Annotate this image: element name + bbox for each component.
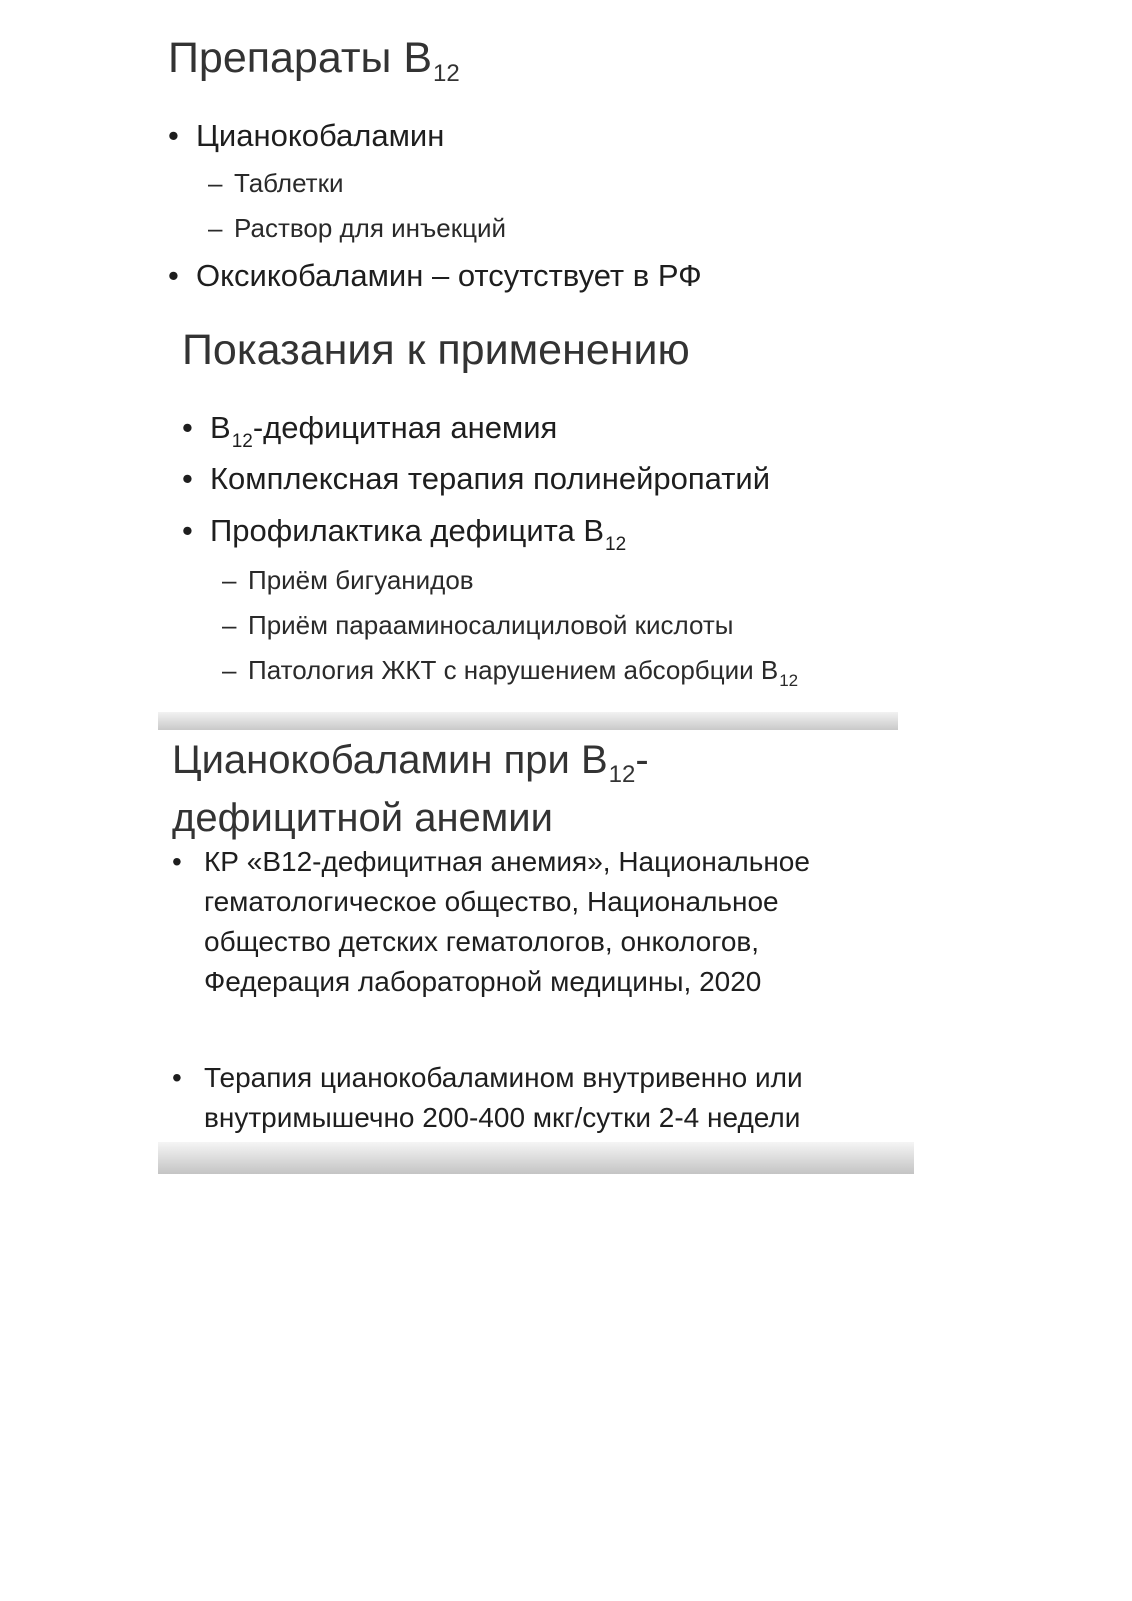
subitem-text: Приём парааминосалициловой кислоты bbox=[248, 610, 734, 640]
slide2-bullet-polyneuropathy bbox=[182, 461, 770, 497]
slide3-bullet-guidelines bbox=[172, 842, 892, 1002]
dash-marker: – bbox=[208, 168, 223, 198]
dash-marker: – bbox=[222, 655, 237, 685]
slide1-bullet-oxycobalamin bbox=[168, 258, 702, 294]
bullet-text: Цианокобаламин bbox=[196, 118, 445, 153]
slide1-title bbox=[168, 34, 460, 87]
bullet-marker: • bbox=[182, 461, 193, 496]
slide2-subitem-biguanides bbox=[222, 565, 474, 596]
bullet-text: Терапия цианокобаламином внутривенно или внутримышечно 200-400 мкг/сутки 2-4 недели bbox=[204, 1062, 803, 1133]
bullet-text: Комплексная терапия полинейропатий bbox=[210, 461, 771, 496]
bullet-marker: • bbox=[172, 1062, 182, 1093]
bullet-marker: • bbox=[182, 410, 193, 445]
subscript: 12 bbox=[779, 671, 799, 690]
bullet-text-post: -дефицитная анемия bbox=[252, 410, 558, 445]
slide3-title-pre: Цианокобаламин при B bbox=[172, 738, 608, 782]
subitem-text: Патология ЖКТ с нарушением абсорбции B bbox=[248, 655, 779, 685]
slide-separator bbox=[158, 712, 898, 730]
bullet-marker: • bbox=[172, 846, 182, 877]
slide1-subitem-tablets bbox=[208, 168, 343, 199]
slide2-subitem-gi-pathology bbox=[222, 655, 799, 690]
slide2-title: Показания к применению bbox=[182, 326, 690, 374]
bullet-text-pre: B bbox=[210, 410, 231, 445]
dash-marker: – bbox=[222, 610, 237, 640]
slide1-subitem-injection bbox=[208, 213, 506, 244]
slide3-title-line2: дефицитной анемии bbox=[172, 796, 553, 840]
subscript: 12 bbox=[605, 534, 627, 555]
bullet-text: Оксикобаламин – отсутствует в РФ bbox=[196, 258, 702, 293]
subitem-text: Раствор для инъекций bbox=[234, 213, 507, 243]
slide3-title-subscript: 12 bbox=[608, 761, 636, 788]
slide2-bullet-prophylaxis bbox=[182, 513, 627, 555]
slide3-bullet-therapy bbox=[172, 1058, 892, 1138]
slide-bottom-band bbox=[158, 1142, 914, 1174]
bullet-text: Профилактика дефицита B bbox=[210, 513, 605, 548]
subitem-text: Приём бигуанидов bbox=[248, 565, 474, 595]
bullet-marker: • bbox=[168, 118, 179, 153]
slide2-bullet-b12-anemia bbox=[182, 410, 558, 452]
bullet-marker: • bbox=[168, 258, 179, 293]
slide3-title bbox=[172, 734, 872, 844]
dash-marker: – bbox=[222, 565, 237, 595]
bullet-text: КР «B12-дефицитная анемия», Национальное гематологическое общество, Национальное общество детских гематологов, онкологов, Федерация лабораторной медицины, 2020 bbox=[204, 846, 810, 997]
slide1-title-subscript: 12 bbox=[433, 60, 460, 87]
dash-marker: – bbox=[208, 213, 223, 243]
slide3-title-post: - bbox=[635, 738, 649, 782]
slide1-bullet-cyanocobalamin bbox=[168, 118, 444, 154]
slide1-title-text: Препараты B bbox=[168, 34, 433, 82]
slide2-subitem-pas bbox=[222, 610, 733, 641]
bullet-marker: • bbox=[182, 513, 193, 548]
subscript: 12 bbox=[231, 431, 253, 452]
subitem-text: Таблетки bbox=[234, 168, 344, 198]
